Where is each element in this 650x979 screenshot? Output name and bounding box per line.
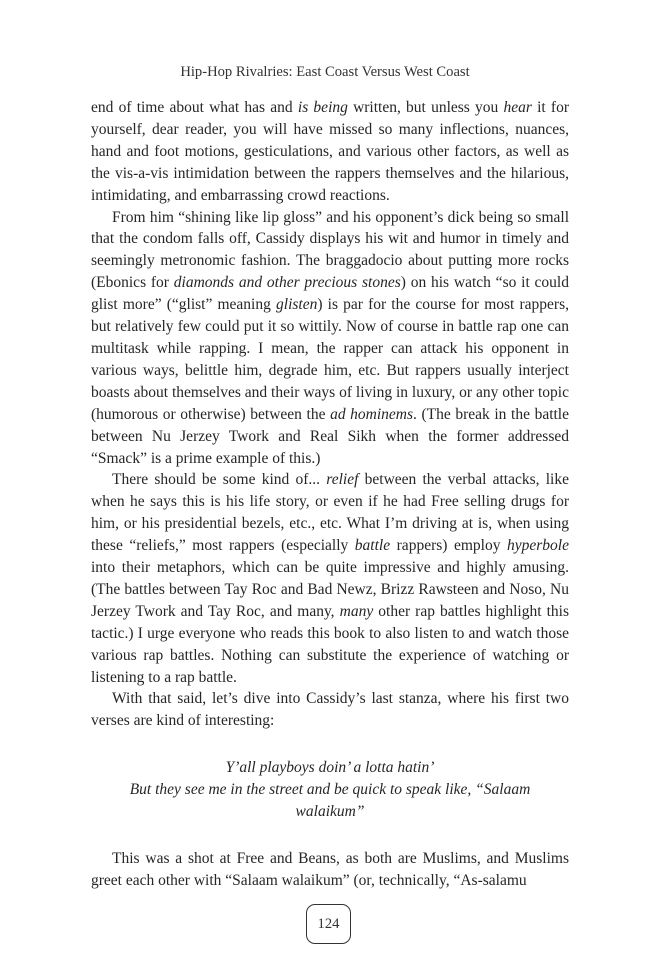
paragraph-3: There should be some kind of... relief between the verbal attacks, like when he says this is his life story, or even if he had Free selling drugs for him, or his presidential bezels, etc., etc. What I’m driving at is, when using these “reliefs,” most rappers (especially battle rappers) employ hyperbole into their metaphors, which can be quite impressive and highly amusing. (The battles between Tay Roc and Bad Newz, Brizz Rawsteen and Noso, Nu Jerzey Twork and Tay Roc, and many, many other rap battles highlight this tactic.) I urge everyone who reads this book to also listen to and watch those various rap battles. Nothing can substitute the experience of watching or listening to a rap battle. [91, 471, 569, 686]
paragraph-4: With that said, let’s dive into Cassidy’s last stanza, where his first two verses are kind of interesting: [91, 690, 569, 730]
paragraph-1: end of time about what has and is being written, but unless you hear it for yourself, dear reader, you will have missed so many inflections, nuances, hand and foot motions, gesticulations, and various other factors, as well as the vis-a-vis intimidation between the rappers themselves and the hilarious, intimidating, and embarrassing crowd reactions. [91, 99, 570, 204]
page-number-label: 124 [317, 915, 340, 932]
paragraph-5: This was a shot at Free and Beans, as both are Muslims, and Muslims greet each other with “Salaam walaikum” (or, technically, “As-salamu [91, 850, 569, 889]
verse-line-2: But they see me in the street and be quick to speak like, “Salaam walaikum” [129, 781, 531, 821]
verse-quote [91, 757, 569, 823]
page-number [306, 904, 351, 944]
verse-line-1: Y’all playboys doin’ a lotta hatin’ [225, 759, 435, 777]
running-header: Hip-Hop Rivalries: East Coast Versus West Coast [180, 64, 470, 80]
paragraph-2: From him “shining like lip gloss” and his opponent’s dick being so small that the condom falls off, Cassidy displays his wit and humor in timely and seemingly metronomic fashion. The braggadocio about putting more rocks (Ebonics for diamonds and other precious stones) on his watch “so it could glist more” (“glist” meaning glisten) is par for the course for most rappers, but relatively few could put it so wittily. Now of course in battle rap one can multitask while rapping. I mean, the rapper can attack his opponent in various ways, belittle him, degrade him, etc. But rappers usually interject boasts about themselves and their ways of living in luxury, or any other topic (humorous or otherwise) between the ad hominems. (The break in the battle between Nu Jerzey Twork and Real Sikh when the former addressed “Smack” is a prime example of this.) [91, 208, 569, 467]
body-text [91, 97, 569, 892]
